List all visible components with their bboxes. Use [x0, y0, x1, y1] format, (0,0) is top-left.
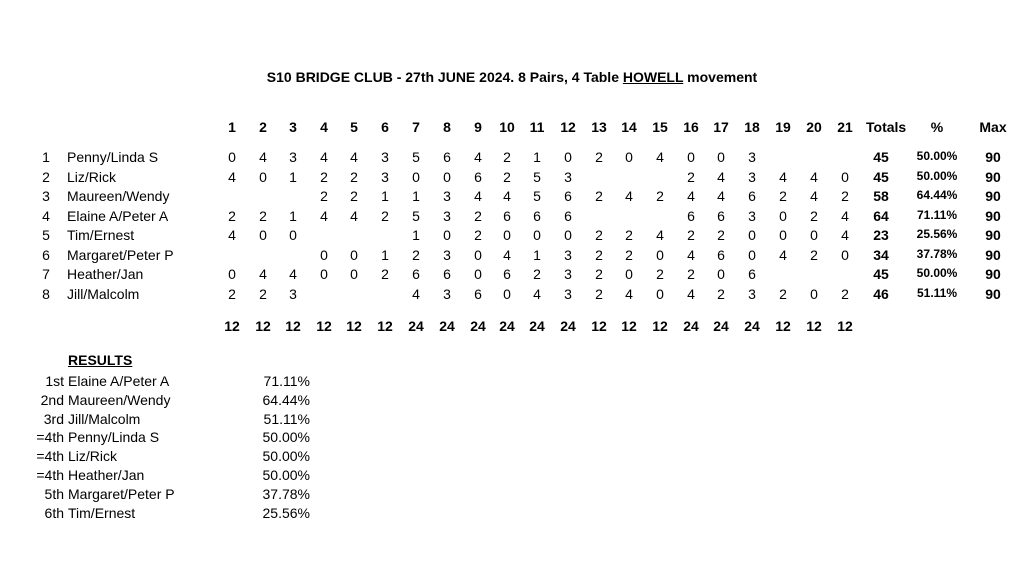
score-cell: 6 — [687, 207, 695, 224]
board-header: 19 — [775, 119, 791, 135]
pair-name: Elaine A/Peter A — [67, 207, 169, 224]
score-cell: 4 — [474, 149, 482, 165]
result-name: Heather/Jan — [68, 467, 145, 483]
result-place: =4th — [36, 467, 64, 483]
score-cell: 6 — [564, 207, 572, 224]
score-cell: 0 — [656, 246, 664, 263]
score-cell: 6 — [748, 266, 756, 282]
result-row — [0, 373, 320, 392]
pair-number: 4 — [42, 207, 50, 224]
score-cell: 0 — [350, 266, 358, 282]
score-cell: 2 — [474, 227, 482, 243]
result-name: Jill/Malcolm — [68, 410, 141, 427]
score-cell: 3 — [381, 149, 389, 165]
score-cell: 2 — [687, 266, 695, 282]
board-header: 21 — [837, 119, 853, 135]
score-cell: 4 — [687, 285, 695, 302]
result-name: Penny/Linda S — [68, 429, 160, 446]
title-prefix: S10 BRIDGE CLUB - 27th JUNE 2024. 8 Pairs, 4 Table — [266, 69, 623, 85]
score-cell: 1 — [381, 246, 389, 263]
board-total: 24 — [683, 318, 699, 334]
result-name: Liz/Rick — [68, 448, 118, 465]
score-cell: 2 — [228, 207, 236, 224]
score-cell: 3 — [381, 168, 389, 185]
header-row — [0, 119, 1024, 138]
score-cell: 0 — [503, 227, 511, 243]
board-header: 15 — [652, 119, 668, 135]
result-place: 2nd — [40, 391, 64, 408]
score-cell: 3 — [748, 168, 756, 185]
score-cell: 6 — [717, 246, 725, 263]
score-cell: 2 — [841, 285, 849, 302]
pair-number: 7 — [42, 266, 50, 282]
board-total: 24 — [499, 318, 515, 334]
score-cell: 4 — [656, 227, 664, 243]
score-cell: 2 — [320, 188, 328, 204]
result-place: =4th — [36, 448, 64, 465]
pair-name: Jill/Malcolm — [67, 285, 140, 302]
score-cell: 1 — [533, 246, 541, 263]
score-cell: 2 — [350, 168, 358, 185]
board-header: 10 — [499, 119, 515, 135]
board-total: 12 — [806, 318, 822, 334]
score-cell: 2 — [228, 285, 236, 302]
score-cell: 3 — [289, 149, 297, 165]
score-cell: 5 — [412, 149, 420, 165]
result-name: Margaret/Peter P — [68, 485, 175, 502]
score-cell: 0 — [779, 227, 787, 243]
score-cell: 3 — [289, 285, 297, 302]
score-cell: 0 — [687, 149, 695, 165]
result-place: 3rd — [43, 410, 64, 427]
score-cell: 2 — [259, 207, 267, 224]
board-header: 17 — [713, 119, 729, 135]
result-place: 6th — [44, 504, 64, 521]
score-cell: 0 — [289, 227, 297, 243]
score-cell: 6 — [443, 149, 451, 165]
pair-name: Liz/Rick — [67, 168, 117, 185]
max-header: Max — [979, 119, 1007, 135]
pair-total: 34 — [873, 246, 889, 263]
result-percent: 50.00% — [262, 429, 310, 446]
pair-number: 5 — [42, 227, 50, 243]
board-header: 12 — [560, 119, 576, 135]
pair-max: 90 — [985, 266, 1001, 282]
score-cell: 0 — [841, 246, 849, 263]
result-percent: 71.11% — [263, 373, 310, 389]
table-row — [0, 169, 1024, 188]
score-cell: 6 — [503, 207, 511, 224]
score-cell: 6 — [474, 285, 482, 302]
result-row — [0, 392, 320, 411]
result-percent: 50.00% — [262, 467, 310, 483]
score-cell: 4 — [350, 207, 358, 224]
pair-number: 3 — [42, 188, 50, 204]
title-movement: HOWELL — [622, 69, 684, 85]
result-row — [0, 486, 320, 505]
pair-percent: 50.00% — [916, 266, 958, 280]
pair-number: 6 — [42, 246, 50, 263]
score-cell: 4 — [350, 149, 358, 165]
score-cell: 0 — [564, 227, 572, 243]
score-cell: 3 — [748, 207, 756, 224]
result-place: 1st — [45, 373, 64, 389]
score-cell: 2 — [595, 149, 603, 165]
score-cell: 4 — [320, 207, 328, 224]
score-cell: 4 — [625, 188, 633, 204]
board-header: 16 — [683, 119, 699, 135]
score-cell: 0 — [748, 227, 756, 243]
score-cell: 0 — [656, 285, 664, 302]
result-percent: 64.44% — [262, 391, 310, 408]
score-cell: 2 — [595, 227, 603, 243]
pair-max: 90 — [985, 168, 1001, 185]
result-name: Maureen/Wendy — [68, 391, 171, 408]
score-cell: 0 — [503, 285, 511, 302]
score-cell: 6 — [412, 266, 420, 282]
score-cell: 4 — [289, 266, 297, 282]
percent-header: % — [930, 119, 944, 135]
score-cell: 2 — [595, 188, 603, 204]
score-cell: 4 — [259, 149, 267, 165]
pair-percent: 64.44% — [916, 188, 958, 202]
score-cell: 2 — [503, 149, 511, 165]
board-header: 3 — [289, 119, 297, 135]
score-cell: 5 — [533, 168, 541, 185]
score-cell: 1 — [289, 207, 297, 224]
pair-name: Heather/Jan — [67, 266, 144, 282]
score-cell: 1 — [289, 168, 297, 185]
score-cell: 0 — [748, 246, 756, 263]
board-header: 18 — [744, 119, 760, 135]
score-cell: 2 — [625, 227, 633, 243]
pair-name: Margaret/Peter P — [67, 246, 174, 263]
pair-name: Maureen/Wendy — [67, 188, 170, 204]
score-cell: 0 — [625, 149, 633, 165]
table-row — [0, 286, 1024, 305]
pair-max: 90 — [985, 207, 1001, 224]
pair-percent: 71.11% — [916, 207, 958, 222]
score-cell: 4 — [841, 227, 849, 243]
score-cell: 0 — [350, 246, 358, 263]
score-cell: 0 — [259, 227, 267, 243]
pair-total: 45 — [873, 149, 889, 165]
score-cell: 4 — [320, 149, 328, 165]
board-header: 5 — [350, 119, 358, 135]
score-cell: 0 — [443, 168, 451, 185]
score-cell: 0 — [841, 168, 849, 185]
pair-total: 58 — [873, 188, 889, 204]
score-cell: 0 — [474, 246, 482, 263]
score-cell: 4 — [717, 168, 725, 185]
board-header: 1 — [228, 119, 236, 135]
score-cell: 2 — [687, 168, 695, 185]
score-cell: 0 — [320, 266, 328, 282]
score-cell: 6 — [533, 207, 541, 224]
board-total: 12 — [621, 318, 637, 334]
board-total: 12 — [652, 318, 668, 334]
score-cell: 0 — [564, 149, 572, 165]
score-cell: 2 — [320, 168, 328, 185]
score-cell: 4 — [779, 246, 787, 263]
board-total: 12 — [285, 318, 301, 334]
totals-header: Totals — [866, 119, 907, 135]
result-name: Elaine A/Peter A — [68, 373, 170, 389]
score-cell: 6 — [564, 188, 572, 204]
board-total: 12 — [224, 318, 240, 334]
board-total: 24 — [470, 318, 486, 334]
score-cell: 4 — [474, 188, 482, 204]
score-cell: 2 — [474, 207, 482, 224]
score-cell: 4 — [228, 227, 236, 243]
score-cell: 4 — [779, 168, 787, 185]
result-percent: 51.11% — [263, 410, 310, 427]
score-cell: 4 — [533, 285, 541, 302]
board-total: 12 — [255, 318, 271, 334]
score-cell: 6 — [717, 207, 725, 224]
title-suffix: movement — [683, 69, 758, 85]
result-place: 5th — [44, 485, 64, 502]
score-cell: 2 — [595, 246, 603, 263]
score-cell: 4 — [656, 149, 664, 165]
score-cell: 4 — [625, 285, 633, 302]
score-cell: 4 — [259, 266, 267, 282]
result-percent: 37.78% — [262, 485, 310, 502]
board-header: 14 — [621, 119, 637, 135]
score-cell: 0 — [474, 266, 482, 282]
score-cell: 2 — [381, 266, 389, 282]
score-cell: 0 — [533, 227, 541, 243]
score-cell: 3 — [564, 246, 572, 263]
pair-name: Tim/Ernest — [67, 227, 135, 243]
score-cell: 4 — [228, 168, 236, 185]
board-total: 24 — [408, 318, 424, 334]
score-cell: 2 — [687, 227, 695, 243]
score-cell: 4 — [810, 188, 818, 204]
page-title — [0, 69, 1024, 85]
score-cell: 2 — [656, 266, 664, 282]
score-cell: 2 — [259, 285, 267, 302]
score-cell: 2 — [381, 207, 389, 224]
board-total: 12 — [837, 318, 853, 334]
board-header: 7 — [412, 119, 420, 135]
score-cell: 4 — [687, 188, 695, 204]
pair-number: 1 — [42, 149, 50, 165]
pair-max: 90 — [985, 285, 1001, 302]
score-cell: 0 — [810, 227, 818, 243]
score-cell: 0 — [810, 285, 818, 302]
score-cell: 2 — [717, 227, 725, 243]
pair-percent: 25.56% — [916, 227, 958, 241]
board-header: 13 — [591, 119, 607, 135]
score-cell: 4 — [412, 285, 420, 302]
pair-name: Penny/Linda S — [67, 149, 159, 165]
score-cell: 1 — [533, 149, 541, 165]
score-cell: 2 — [625, 246, 633, 263]
score-cell: 2 — [779, 188, 787, 204]
score-cell: 2 — [810, 246, 818, 263]
result-row — [0, 505, 320, 524]
score-cell: 2 — [810, 207, 818, 224]
results-heading: RESULTS — [68, 352, 133, 368]
score-cell: 3 — [443, 246, 451, 263]
result-row — [0, 448, 320, 467]
board-totals-row — [0, 318, 1024, 337]
score-cell: 6 — [503, 266, 511, 282]
result-row — [0, 429, 320, 448]
board-total: 12 — [346, 318, 362, 334]
pair-max: 90 — [985, 149, 1001, 165]
pair-max: 90 — [985, 227, 1001, 243]
score-cell: 0 — [412, 168, 420, 185]
result-name: Tim/Ernest — [68, 504, 136, 521]
score-cell: 1 — [412, 227, 420, 243]
pair-total: 64 — [873, 207, 889, 224]
score-cell: 4 — [503, 246, 511, 263]
board-total: 24 — [439, 318, 455, 334]
score-cell: 0 — [717, 149, 725, 165]
score-cell: 4 — [810, 168, 818, 185]
pair-number: 8 — [42, 285, 50, 302]
score-cell: 2 — [350, 188, 358, 204]
board-header: 4 — [320, 119, 328, 135]
result-place: =4th — [36, 429, 64, 446]
score-cell: 0 — [779, 207, 787, 224]
score-cell: 2 — [595, 285, 603, 302]
pair-percent: 50.00% — [916, 149, 958, 163]
board-total: 12 — [377, 318, 393, 334]
board-header: 11 — [529, 119, 545, 135]
score-cell: 2 — [533, 266, 541, 282]
score-cell: 2 — [717, 285, 725, 302]
board-total: 24 — [713, 318, 729, 334]
score-cell: 3 — [443, 207, 451, 224]
board-total: 24 — [744, 318, 760, 334]
table-row — [0, 208, 1024, 227]
score-cell: 0 — [625, 266, 633, 282]
score-cell: 0 — [320, 246, 328, 263]
pair-percent: 50.00% — [916, 168, 958, 183]
score-cell: 2 — [841, 188, 849, 204]
score-cell: 3 — [443, 285, 451, 302]
result-row — [0, 411, 320, 430]
score-cell: 0 — [228, 149, 236, 165]
score-cell: 2 — [503, 168, 511, 185]
score-cell: 4 — [841, 207, 849, 224]
pair-total: 23 — [873, 227, 889, 243]
score-cell: 2 — [779, 285, 787, 302]
score-cell: 2 — [412, 246, 420, 263]
board-total: 24 — [560, 318, 576, 334]
pair-number: 2 — [42, 168, 50, 185]
score-cell: 4 — [687, 246, 695, 263]
board-header: 8 — [443, 119, 451, 135]
score-cell: 1 — [381, 188, 389, 204]
score-cell: 0 — [259, 168, 267, 185]
table-row — [0, 227, 1024, 246]
score-cell: 6 — [474, 168, 482, 185]
score-cell: 4 — [717, 188, 725, 204]
pair-percent: 51.11% — [916, 285, 958, 300]
score-cell: 5 — [533, 188, 541, 204]
score-cell: 0 — [228, 266, 236, 282]
board-total: 24 — [529, 318, 545, 334]
pair-max: 90 — [985, 188, 1001, 204]
table-row — [0, 149, 1024, 168]
score-cell: 1 — [412, 188, 420, 204]
board-header: 6 — [381, 119, 389, 135]
score-cell: 3 — [564, 285, 572, 302]
score-cell: 3 — [748, 149, 756, 165]
table-row — [0, 247, 1024, 266]
score-cell: 4 — [503, 188, 511, 204]
result-percent: 50.00% — [262, 448, 310, 465]
score-cell: 3 — [443, 188, 451, 204]
pair-total: 45 — [873, 168, 889, 185]
pair-total: 45 — [873, 266, 889, 282]
board-total: 12 — [316, 318, 332, 334]
table-row — [0, 188, 1024, 207]
score-cell: 2 — [656, 188, 664, 204]
table-row — [0, 266, 1024, 285]
board-total: 12 — [591, 318, 607, 334]
pair-total: 46 — [873, 285, 889, 302]
score-cell: 6 — [443, 266, 451, 282]
score-cell: 3 — [564, 266, 572, 282]
result-row — [0, 467, 320, 486]
score-cell: 2 — [595, 266, 603, 282]
board-total: 12 — [775, 318, 791, 334]
score-cell: 6 — [748, 188, 756, 204]
score-cell: 0 — [717, 266, 725, 282]
score-cell: 3 — [564, 168, 572, 185]
pair-max: 90 — [985, 246, 1001, 263]
score-cell: 0 — [443, 227, 451, 243]
board-header: 20 — [806, 119, 822, 135]
score-cell: 3 — [748, 285, 756, 302]
pair-percent: 37.78% — [916, 246, 958, 261]
board-header: 9 — [474, 119, 482, 135]
board-header: 2 — [259, 119, 267, 135]
result-percent: 25.56% — [262, 504, 310, 521]
score-cell: 5 — [412, 207, 420, 224]
